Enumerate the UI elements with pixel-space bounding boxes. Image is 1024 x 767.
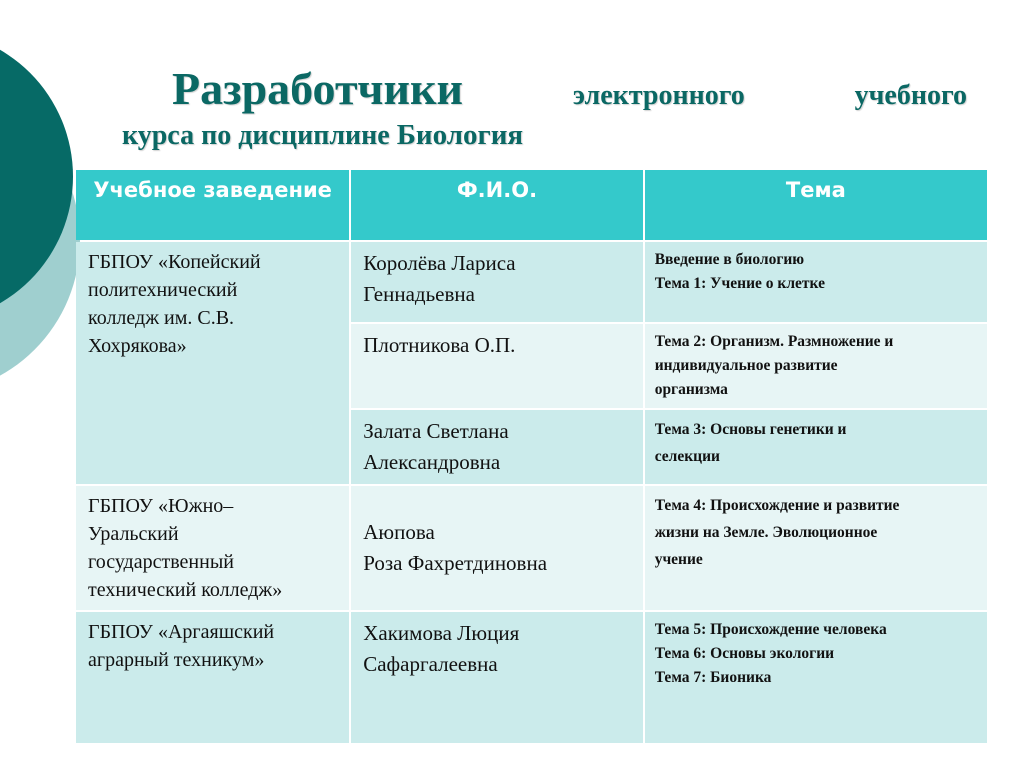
name-cell: Аюпова Роза Фахретдиновна bbox=[351, 486, 642, 610]
table-row bbox=[76, 486, 987, 610]
topic-cell: Тема 5: Происхождение человека Тема 6: Основы экологии Тема 7: Бионика bbox=[645, 612, 987, 743]
institution-cell: ГБПОУ «Южно– Уральский государственный технический колледж» bbox=[76, 486, 349, 610]
title-subject: Биология bbox=[396, 119, 524, 151]
topic-cell: Тема 3: Основы генетики и селекции bbox=[645, 410, 987, 484]
table-row bbox=[76, 612, 987, 743]
institution-cell: ГБПОУ «Аргаяшский аграрный техникум» bbox=[76, 612, 349, 743]
title-course-prefix: курса по дисциплине bbox=[122, 120, 390, 151]
slide-title bbox=[122, 62, 967, 152]
topic-cell: Тема 2: Организм. Размножение и индивидуальное развитие организма bbox=[645, 324, 987, 408]
title-line-1 bbox=[122, 62, 967, 115]
topic-cell: Введение в биологию Тема 1: Учение о клетке bbox=[645, 242, 987, 322]
topic-cell: Тема 4: Происхождение и развитие жизни на Земле. Эволюционное учение bbox=[645, 486, 987, 610]
name-cell: Залата Светлана Александровна bbox=[351, 410, 642, 484]
title-word-developers: Разработчики bbox=[172, 63, 464, 114]
title-word-educational: учебного bbox=[854, 80, 967, 111]
header-institution: Учебное заведение bbox=[76, 170, 349, 240]
name-cell: Плотникова О.П. bbox=[351, 324, 642, 408]
institution-cell: ГБПОУ «Копейский политехнический колледж им. С.В. Хохрякова» bbox=[76, 242, 349, 484]
table-row bbox=[76, 242, 987, 322]
developers-table bbox=[74, 168, 989, 745]
table-header-row bbox=[76, 170, 987, 240]
name-cell: Хакимова Люция Сафаргалеевна bbox=[351, 612, 642, 743]
title-word-electronic: электронного bbox=[572, 80, 745, 111]
header-topic: Тема bbox=[645, 170, 987, 240]
header-full-name: Ф.И.О. bbox=[351, 170, 642, 240]
title-line-2 bbox=[122, 119, 967, 152]
name-cell: Королёва Лариса Геннадьевна bbox=[351, 242, 642, 322]
